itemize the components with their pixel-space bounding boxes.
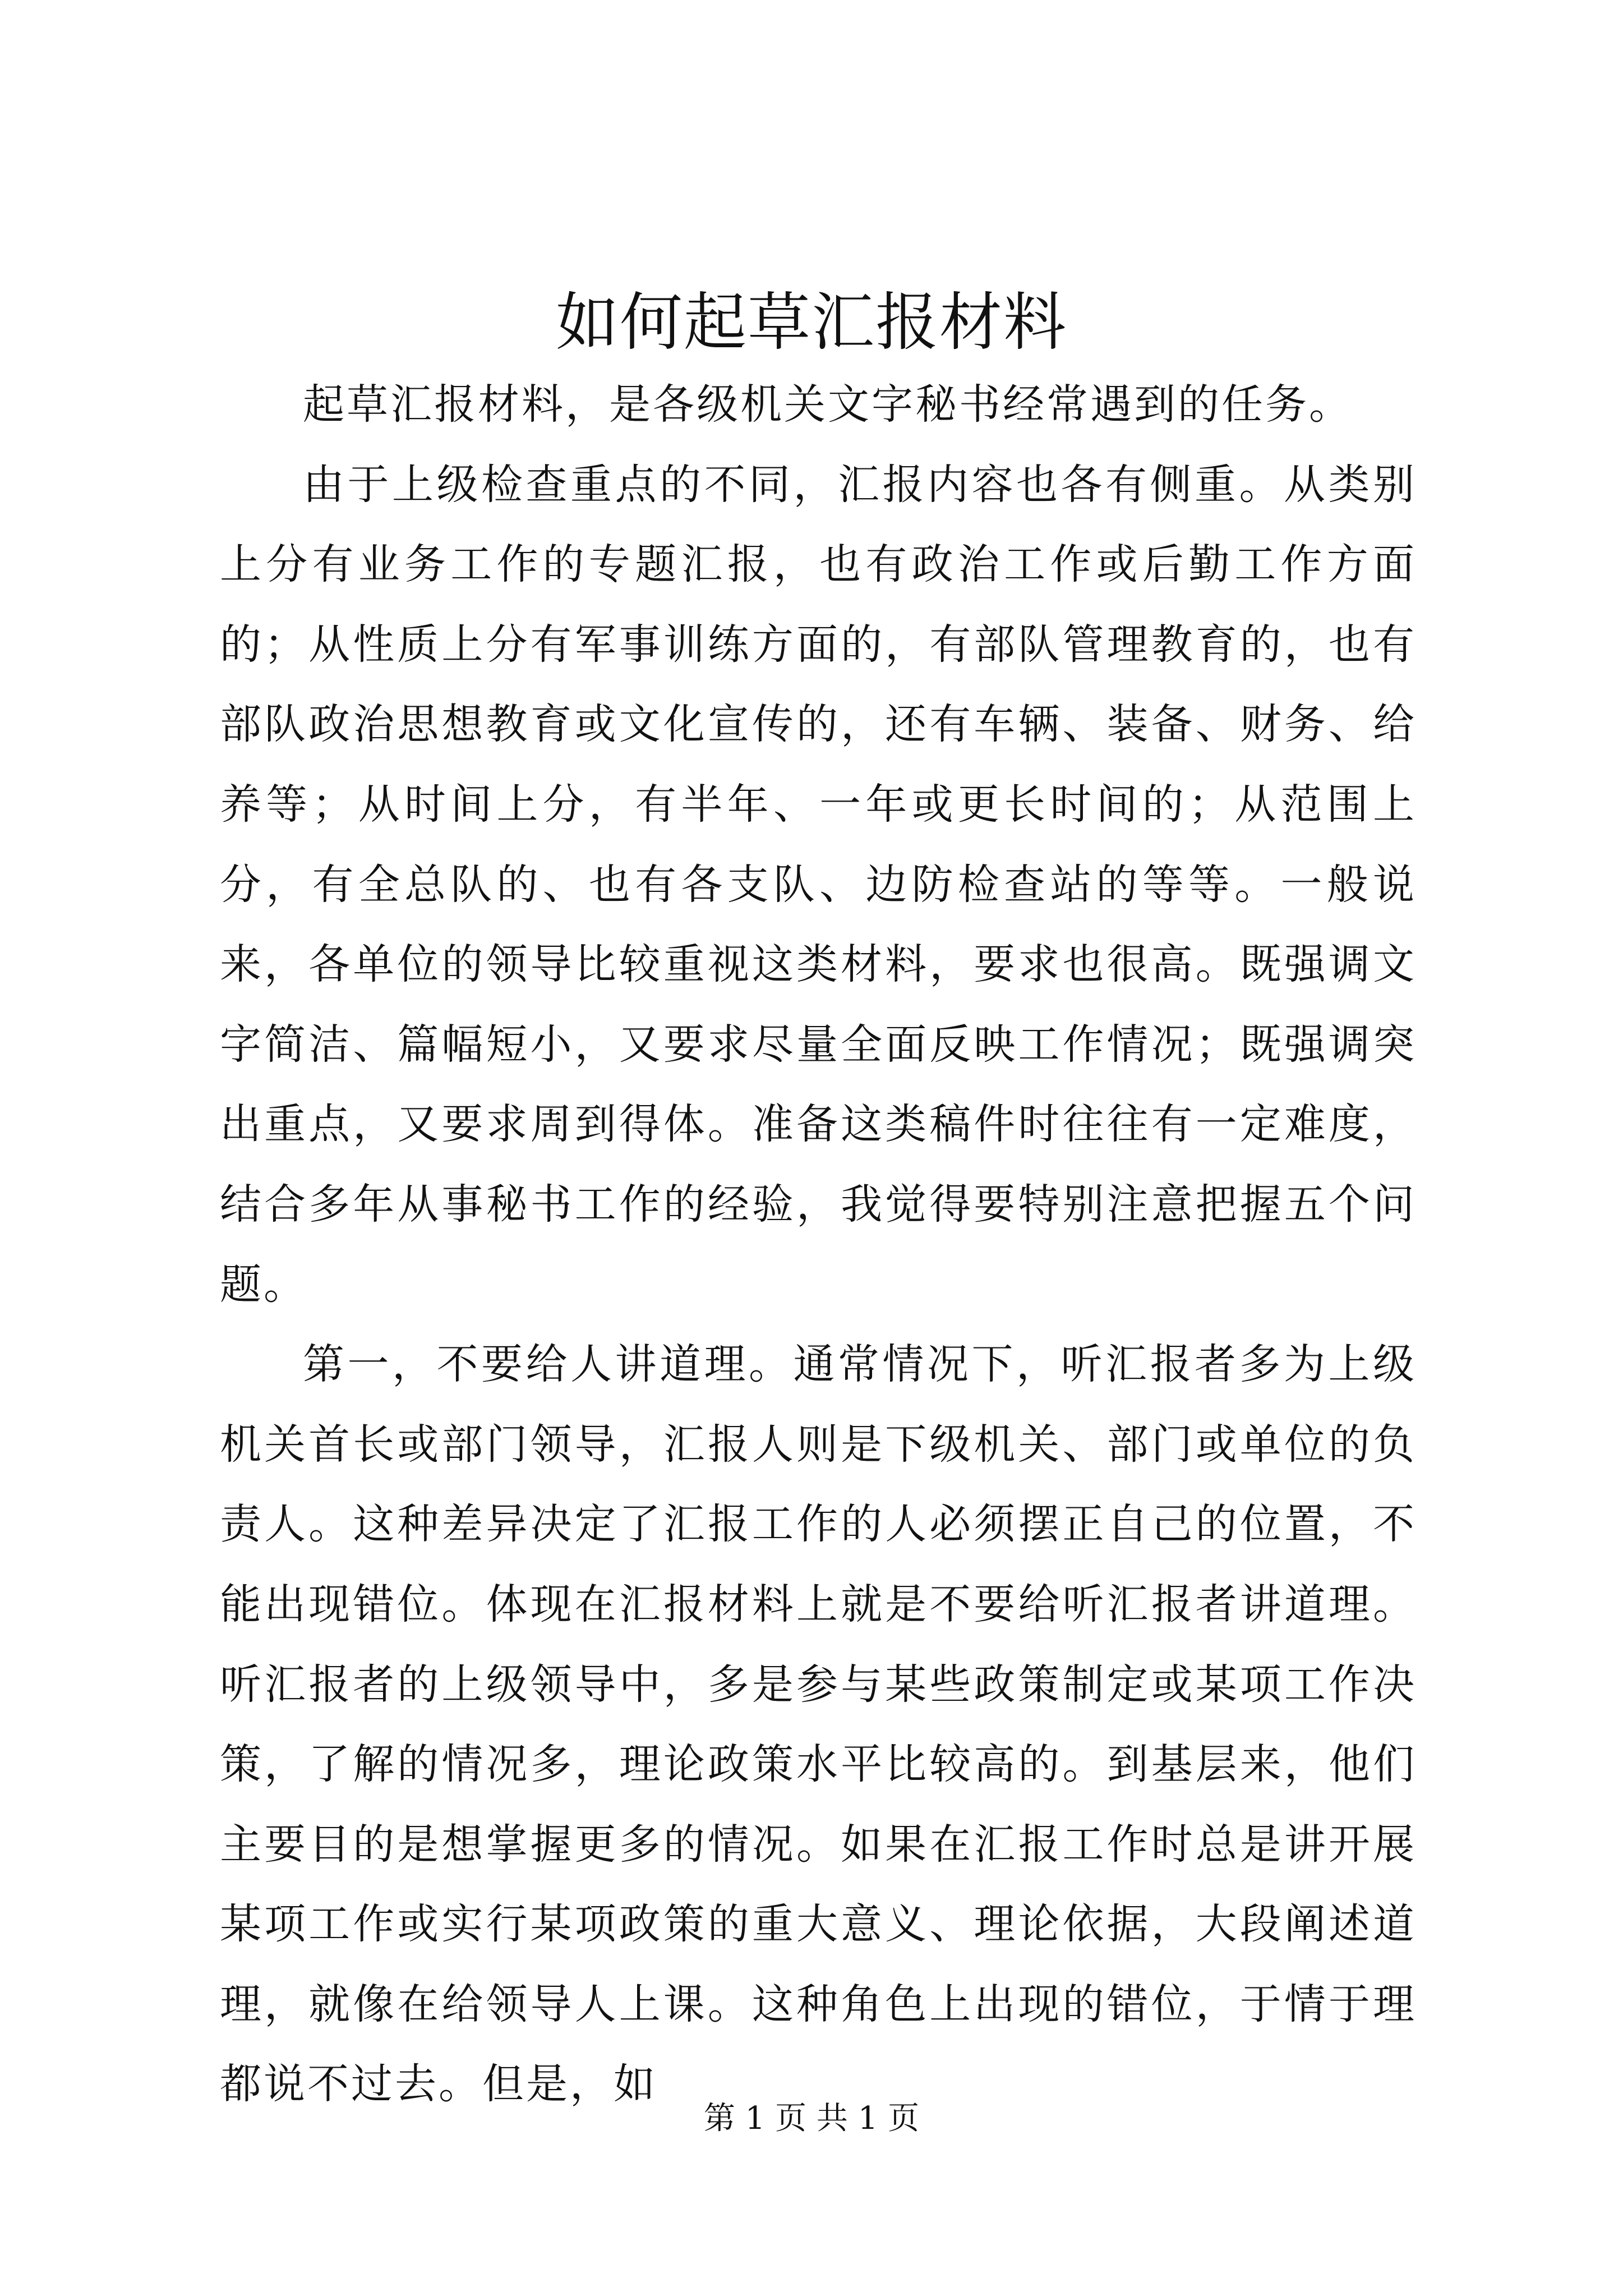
document-title: 如何起草汇报材料 bbox=[556, 286, 1067, 359]
paragraph-point-one: 第一，不要给人讲道理。通常情况下，听汇报者多为上级机关首长或部门领导，汇报人则是下级机关、部门或单位的负责人。这种差异决定了汇报工作的人必须摆正自己的位置，不能出现错位。体现在汇报材料上就是不要给听汇报者讲道理。听汇报者的上级领导中，多是参与某些政策制定或某项工作决策，了解的情况多，理论政策水平比较高的。到基层来，他们主要目的是想掌握更多的情况。如果在汇报工作时总是讲开展某项工作或实行某项政策的重大意义、理论依据，大段阐述道理，就像在给领导人上课。这种角色上出现的错位，于情于理都说不过去。但是，如 bbox=[220, 1340, 1417, 2109]
paragraph-background: 由于上级检查重点的不同，汇报内容也各有侧重。从类别上分有业务工作的专题汇报，也有政治工作或后勤工作方面的；从性质上分有军事训练方面的，有部队管理教育的，也有部队政治思想教育或文化宣传的，还有车辆、装备、财务、给养等；从时间上分，有半年、一年或更长时间的；从范围上分，有全总队的、也有各支队、边防检查站的等等。一般说来，各单位的领导比较重视这类材料，要求也很高。既强调文字简洁、篇幅短小，又要求尽量全面反映工作情况；既强调突出重点，又要求周到得体。准备这类稿件时往往有一定难度，结合多年从事秘书工作的经验，我觉得要特别注意把握五个问题。 bbox=[220, 460, 1417, 1309]
paragraph-intro: 起草汇报材料，是各级机关文字秘书经常遇到的任务。 bbox=[303, 380, 1353, 429]
document-body bbox=[220, 365, 1417, 2124]
page-footer: 第 1 页 共 1 页 bbox=[703, 2100, 920, 2137]
